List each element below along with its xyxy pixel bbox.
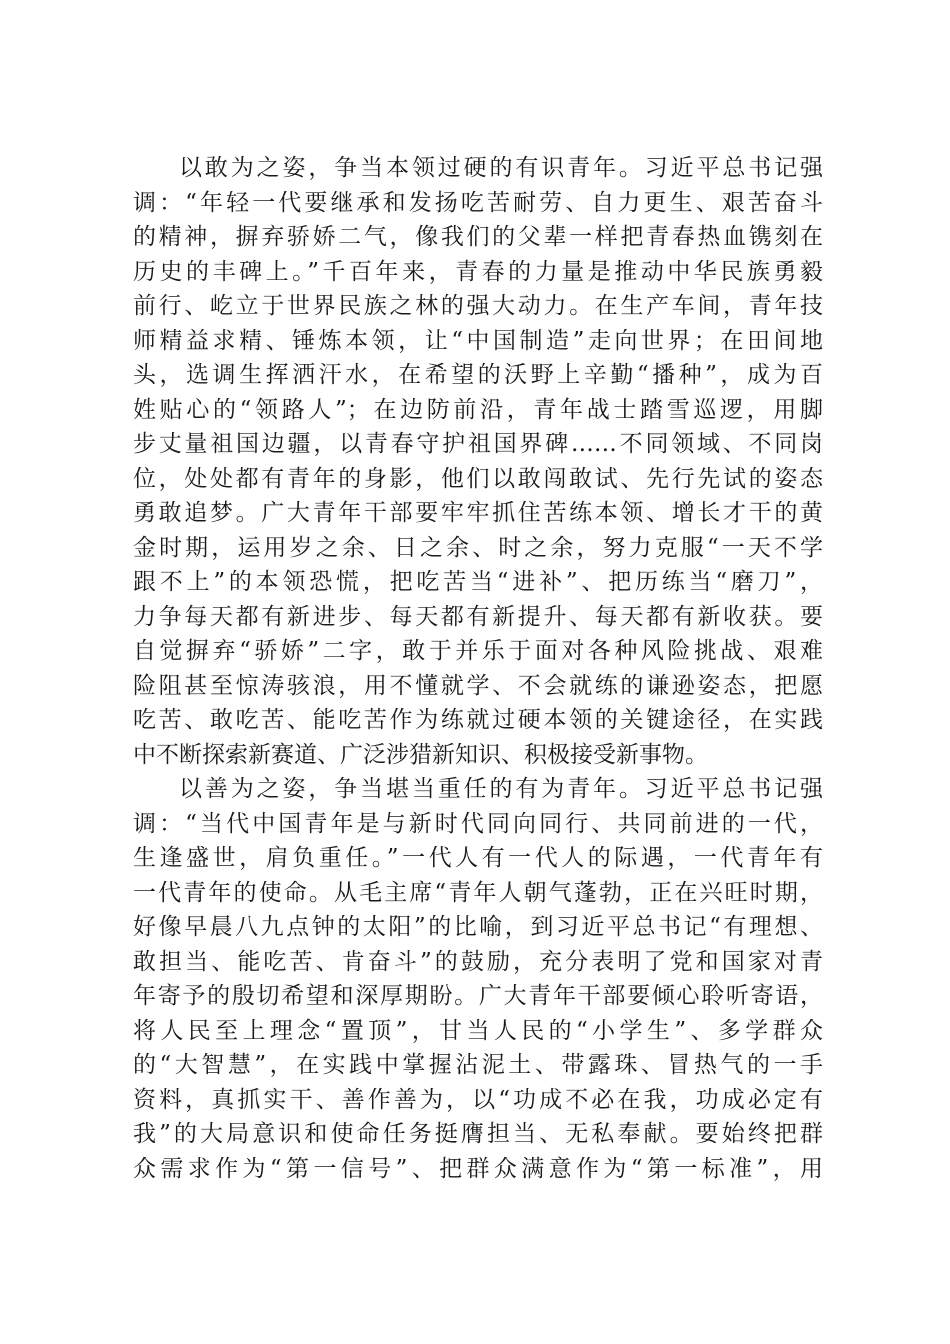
paragraph-1-line-14: 力争每天都有新进步、每天都有新提升、每天都有新收获。要 bbox=[133, 603, 823, 630]
paragraph-1-line-4: 历史的丰碑上。”千百年来，青春的力量是推动中华民族勇毅 bbox=[133, 258, 823, 285]
paragraph-1-line-11: 勇敢追梦。广大青年干部要牢牢抓住苦练本领、增长才干的黄 bbox=[133, 500, 823, 526]
paragraph-1-line-2: 调：“年轻一代要继承和发扬吃苦耐劳、自力更生、艰苦奋斗 bbox=[133, 189, 823, 216]
paragraph-1-line-6: 师精益求精、锤炼本领，让“中国制造”走向世界；在田间地 bbox=[133, 327, 823, 354]
paragraph-1-line-5: 前行、屹立于世界民族之林的强大动力。在生产车间，青年技 bbox=[133, 293, 823, 319]
paragraph-2-line-3: 生逢盛世，肩负重任。”一代人有一代人的际遇，一代青年有 bbox=[133, 845, 823, 871]
paragraph-2-line-9: 的“大智慧”，在实践中掌握沾泥土、带露珠、冒热气的一手 bbox=[133, 1052, 823, 1078]
paragraph-2-line-7: 年寄予的殷切希望和深厚期盼。广大青年干部要倾心聆听寄语， bbox=[133, 983, 823, 1009]
paragraph-1-line-1: 以敢为之姿，争当本领过硬的有识青年。习近平总书记强 bbox=[179, 155, 823, 181]
document-body bbox=[133, 151, 823, 1186]
paragraph-1-line-18: 中不断探索新赛道、广泛涉猎新知识、积极接受新事物。 bbox=[133, 741, 708, 768]
paragraph-1-line-15: 自觉摒弃“骄娇”二字，敢于并乐于面对各种风险挑战、艰难 bbox=[133, 638, 823, 664]
paragraph-1-line-17: 吃苦、敢吃苦、能吃苦作为练就过硬本领的关键途径，在实践 bbox=[133, 707, 823, 733]
paragraph-2-line-4: 一代青年的使命。从毛主席“青年人朝气蓬勃，正在兴旺时期， bbox=[133, 879, 823, 906]
paragraph-1-line-8: 姓贴心的“领路人”；在边防前沿，青年战士踏雪巡逻，用脚 bbox=[133, 396, 823, 423]
paragraph-1-line-13: 跟不上”的本领恐慌，把吃苦当“进补”、把历练当“磨刀”， bbox=[133, 569, 823, 595]
paragraph-2-line-1: 以善为之姿，争当堪当重任的有为青年。习近平总书记强 bbox=[179, 776, 823, 802]
paragraph-2-line-10: 资料，真抓实干、善作善为，以“功成不必在我，功成必定有 bbox=[133, 1086, 823, 1113]
paragraph-1-line-3: 的精神，摒弃骄娇二气，像我们的父辈一样把青春热血镌刻在 bbox=[133, 224, 823, 250]
paragraph-2-line-5: 好像早晨八九点钟的太阳”的比喻，到习近平总书记“有理想、 bbox=[133, 914, 823, 940]
paragraph-1-line-7: 头，选调生挥洒汗水，在希望的沃野上辛勤“播种”，成为百 bbox=[133, 362, 823, 388]
paragraph-2-line-8: 将人民至上理念“置顶”，甘当人民的“小学生”、多学群众 bbox=[133, 1017, 823, 1044]
paragraph-1-line-9: 步丈量祖国边疆，以青春守护祖国界碑……不同领域、不同岗 bbox=[133, 431, 823, 457]
paragraph-2-line-11: 我”的大局意识和使命任务挺膺担当、无私奉献。要始终把群 bbox=[133, 1121, 823, 1147]
paragraph-2-line-12: 众需求作为“第一信号”、把群众满意作为“第一标准”，用 bbox=[133, 1155, 823, 1182]
paragraph-1-line-10: 位，处处都有青年的身影，他们以敢闯敢试、先行先试的姿态 bbox=[133, 465, 823, 492]
paragraph-1-line-16: 险阻甚至惊涛骇浪，用不懂就学、不会就练的谦逊姿态，把愿 bbox=[133, 672, 823, 699]
paragraph-2-line-6: 敢担当、能吃苦、肯奋斗”的鼓励，充分表明了党和国家对青 bbox=[133, 948, 823, 975]
paragraph-1-line-12: 金时期，运用岁之余、日之余、时之余，努力克服“一天不学 bbox=[133, 534, 823, 561]
paragraph-2-line-2: 调：“当代中国青年是与新时代同向同行、共同前进的一代， bbox=[133, 810, 823, 837]
